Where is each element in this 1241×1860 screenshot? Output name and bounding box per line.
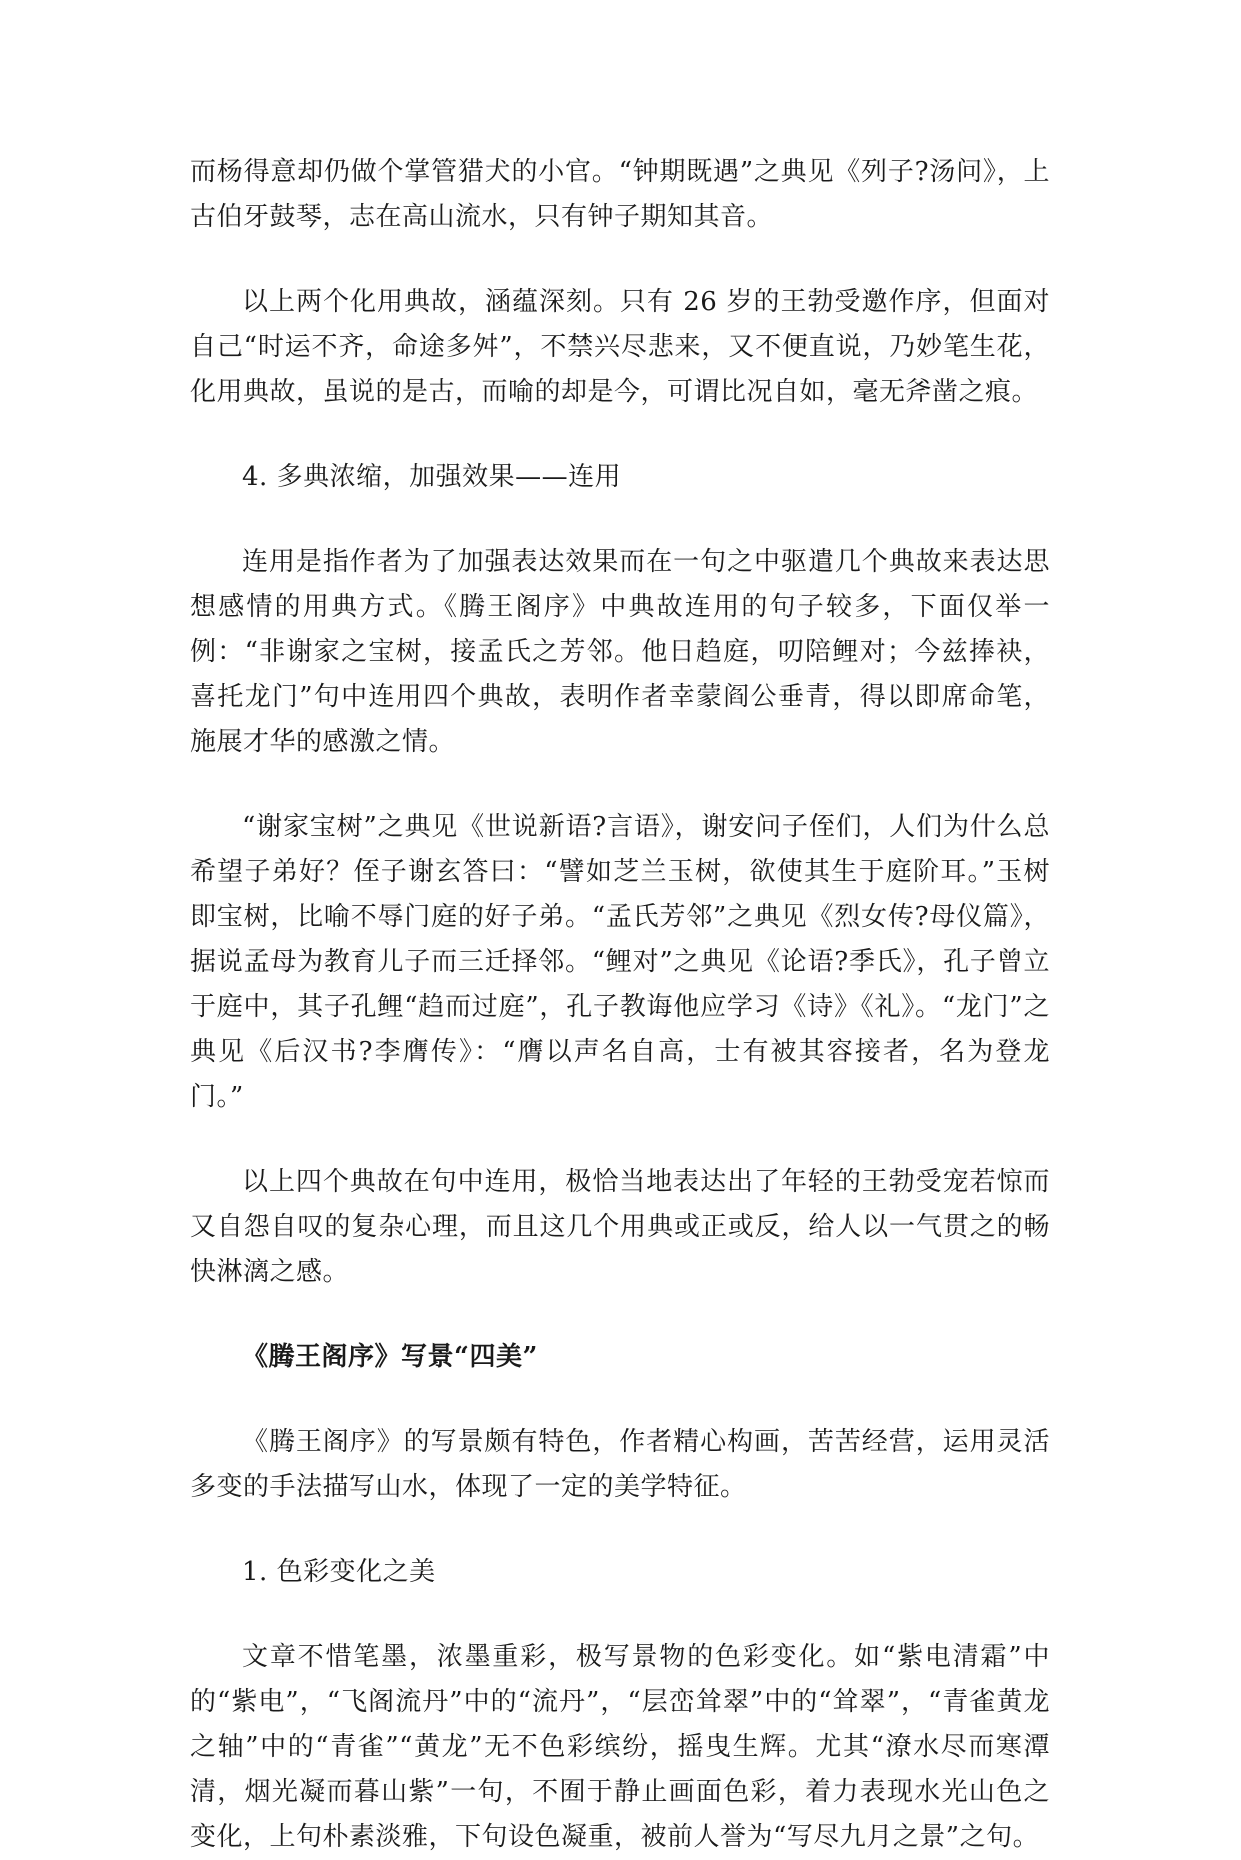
- section-heading-four-beauties: 《腾王阁序》写景“四美”: [242, 1342, 538, 1372]
- paragraph-scenery-intro: 《腾王阁序》的写景颇有特色，作者精心构画，苦苦经营，运用灵活多变的手法描写山水，体现了一定的美学特征。: [190, 1427, 1050, 1502]
- paragraph-four-allusions-summary: 以上四个典故在句中连用，极恰当地表达出了年轻的王勃受宠若惊而又自怨自叹的复杂心理，而且这几个用典或正或反，给人以一气贯之的畅快淋漓之感。: [190, 1167, 1050, 1287]
- paragraph-allusion-sources: “谢家宝树”之典见《世说新语?言语》，谢安问子侄们，人们为什么总希望子弟好？侄子谢玄答曰：“譬如芝兰玉树，欲使其生于庭阶耳。”玉树即宝树，比喻不辱门庭的好子弟。“孟氏芳邻”之典见《烈女传?母仪篇》，据说孟母为教育儿子而三迁择邻。“鲤对”之典见《论语?季氏》，孔子曾立于庭中，其子孔鲤“趋而过庭”，孔子教诲他应学习《诗》《礼》。“龙门”之典见《后汉书?李膺传》：“膺以声名自高，士有被其容接者，名为登龙门。”: [190, 812, 1050, 1112]
- paragraph-zhong-qi: 而杨得意却仍做个掌管猎犬的小官。“钟期既遇”之典见《列子?汤问》，上古伯牙鼓琴，志在高山流水，只有钟子期知其音。: [190, 157, 1050, 232]
- section-heading-color-beauty: 1. 色彩变化之美: [242, 1557, 436, 1587]
- paragraph-lianyong-definition: 连用是指作者为了加强表达效果而在一句之中驱遣几个典故来表达思想感情的用典方式。《腾王阁序》中典故连用的句子较多，下面仅举一例：“非谢家之宝树，接孟氏之芳邻。他日趋庭，叨陪鲤对；今兹捧袂，喜托龙门”句中连用四个典故，表明作者幸蒙阎公垂青，得以即席命笔，施展才华的感激之情。: [190, 547, 1050, 757]
- document-body: [190, 150, 1050, 1860]
- paragraph-color-description: 文章不惜笔墨，浓墨重彩，极写景物的色彩变化。如“紫电清霜”中的“紫电”，“飞阁流丹”中的“流丹”，“层峦耸翠”中的“耸翠”，“青雀黄龙之轴”中的“青雀”“黄龙”无不色彩缤纷，摇曳生辉。尤其“潦水尽而寒潭清，烟光凝而暮山紫”一句，不囿于静止画面色彩，着力表现水光山色之变化，上句朴素淡雅，下句设色凝重，被前人誉为“写尽九月之景”之句。: [190, 1642, 1050, 1852]
- paragraph-two-allusions-summary: 以上两个化用典故，涵蕴深刻。只有 26 岁的王勃受邀作序，但面对自己“时运不齐，命途多舛”，不禁兴尽悲来，又不便直说，乃妙笔生花，化用典故，虽说的是古，而喻的却是今，可谓比况自如，毫无斧凿之痕。: [190, 287, 1050, 407]
- section-heading-lianyong: 4. 多典浓缩，加强效果——连用: [242, 462, 622, 492]
